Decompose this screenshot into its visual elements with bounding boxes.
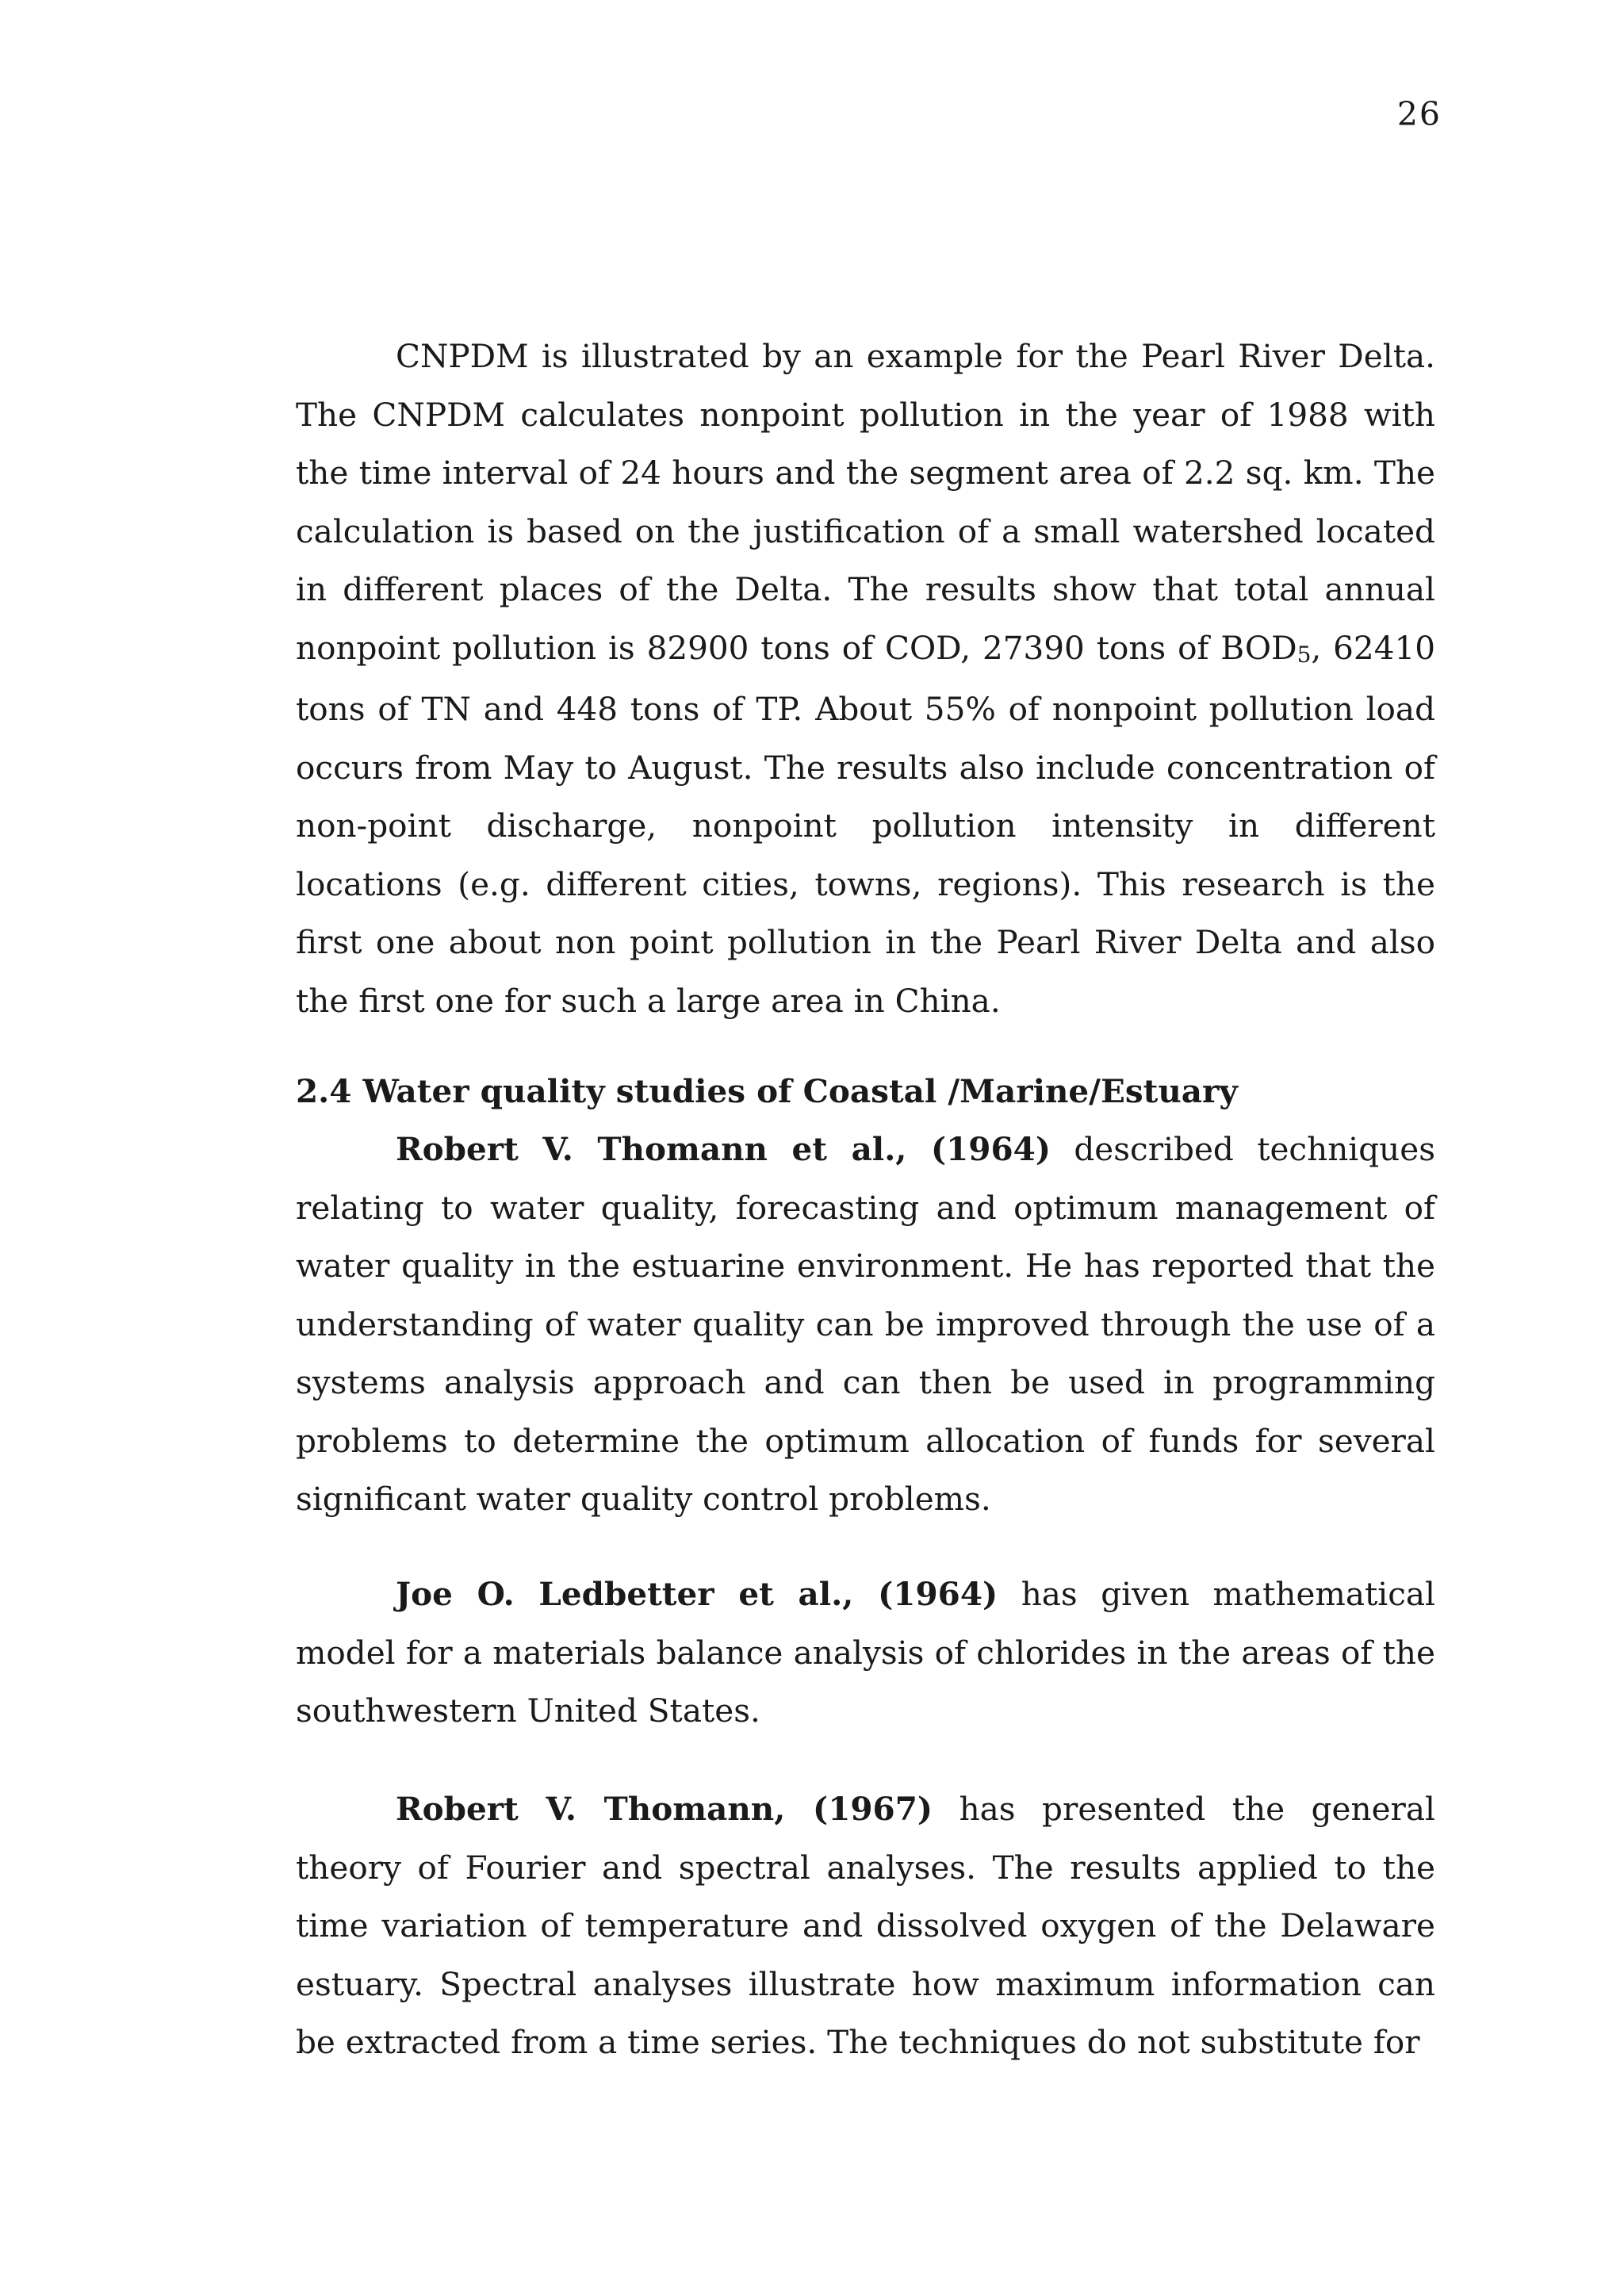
paragraph-cnpdm	[296, 328, 1435, 1030]
bod-subscript: 5	[1297, 641, 1312, 668]
paragraph-thomann-1967	[296, 1780, 1435, 2072]
paragraph-cnpdm-text-a: CNPDM is illustrated by an example for the Pearl River Delta. The CNPDM calculates nonpoint pollution in the year of 1988 with the time interval of 24 hours and the segment area of 2.2 sq. km. The calculation is based on the justification of a small watershed located in different places of the Delta. The results show that total annual nonpoint pollution is 82900 tons of COD, 27390 tons of BOD	[296, 337, 1435, 667]
paragraph-text: has given mathematical model for a materials balance analysis of chlorides in the areas of the southwestern United States.	[296, 1575, 1435, 1730]
paragraph-text: described techniques relating to water quality, forecasting and optimum management of water quality in the estuarine environment. He has reported that the understanding of water quality can be improved through the use of a systems analysis approach and can then be used in programming problems to determine the optimum allocation of funds for several significant water quality control problems.	[296, 1130, 1435, 1518]
paragraph-text: has presented the general theory of Fourier and spectral analyses. The results applied to the time variation of temperature and dissolved oxygen of the Delaware estuary. Spectral analyses illustrate how maximum information can be extracted from a time series. The techniques do not substitute for	[296, 1790, 1436, 2061]
citation-author: Joe O. Ledbetter et al., (1964)	[396, 1575, 998, 1613]
section-heading: 2.4 Water quality studies of Coastal /Marine/Estuary	[296, 1072, 1238, 1110]
citation-author: Robert V. Thomann et al., (1964)	[396, 1130, 1051, 1168]
citation-author: Robert V. Thomann, (1967)	[396, 1790, 933, 1828]
paragraph-ledbetter-1964	[296, 1565, 1435, 1741]
page-number: 26	[1396, 95, 1442, 133]
paragraph-cnpdm-text-b: , 62410 tons of TN and 448 tons of TP. About 55% of nonpoint pollution load occurs from May to August. The results also include concentration of non-point discharge, nonpoint pollution intensity in different locations (e.g. different cities, towns, regions). This research is the first one about non point pollution in the Pearl River Delta and also the first one for such a large area in China.	[296, 628, 1435, 1020]
paragraph-thomann-1964	[296, 1121, 1435, 1529]
